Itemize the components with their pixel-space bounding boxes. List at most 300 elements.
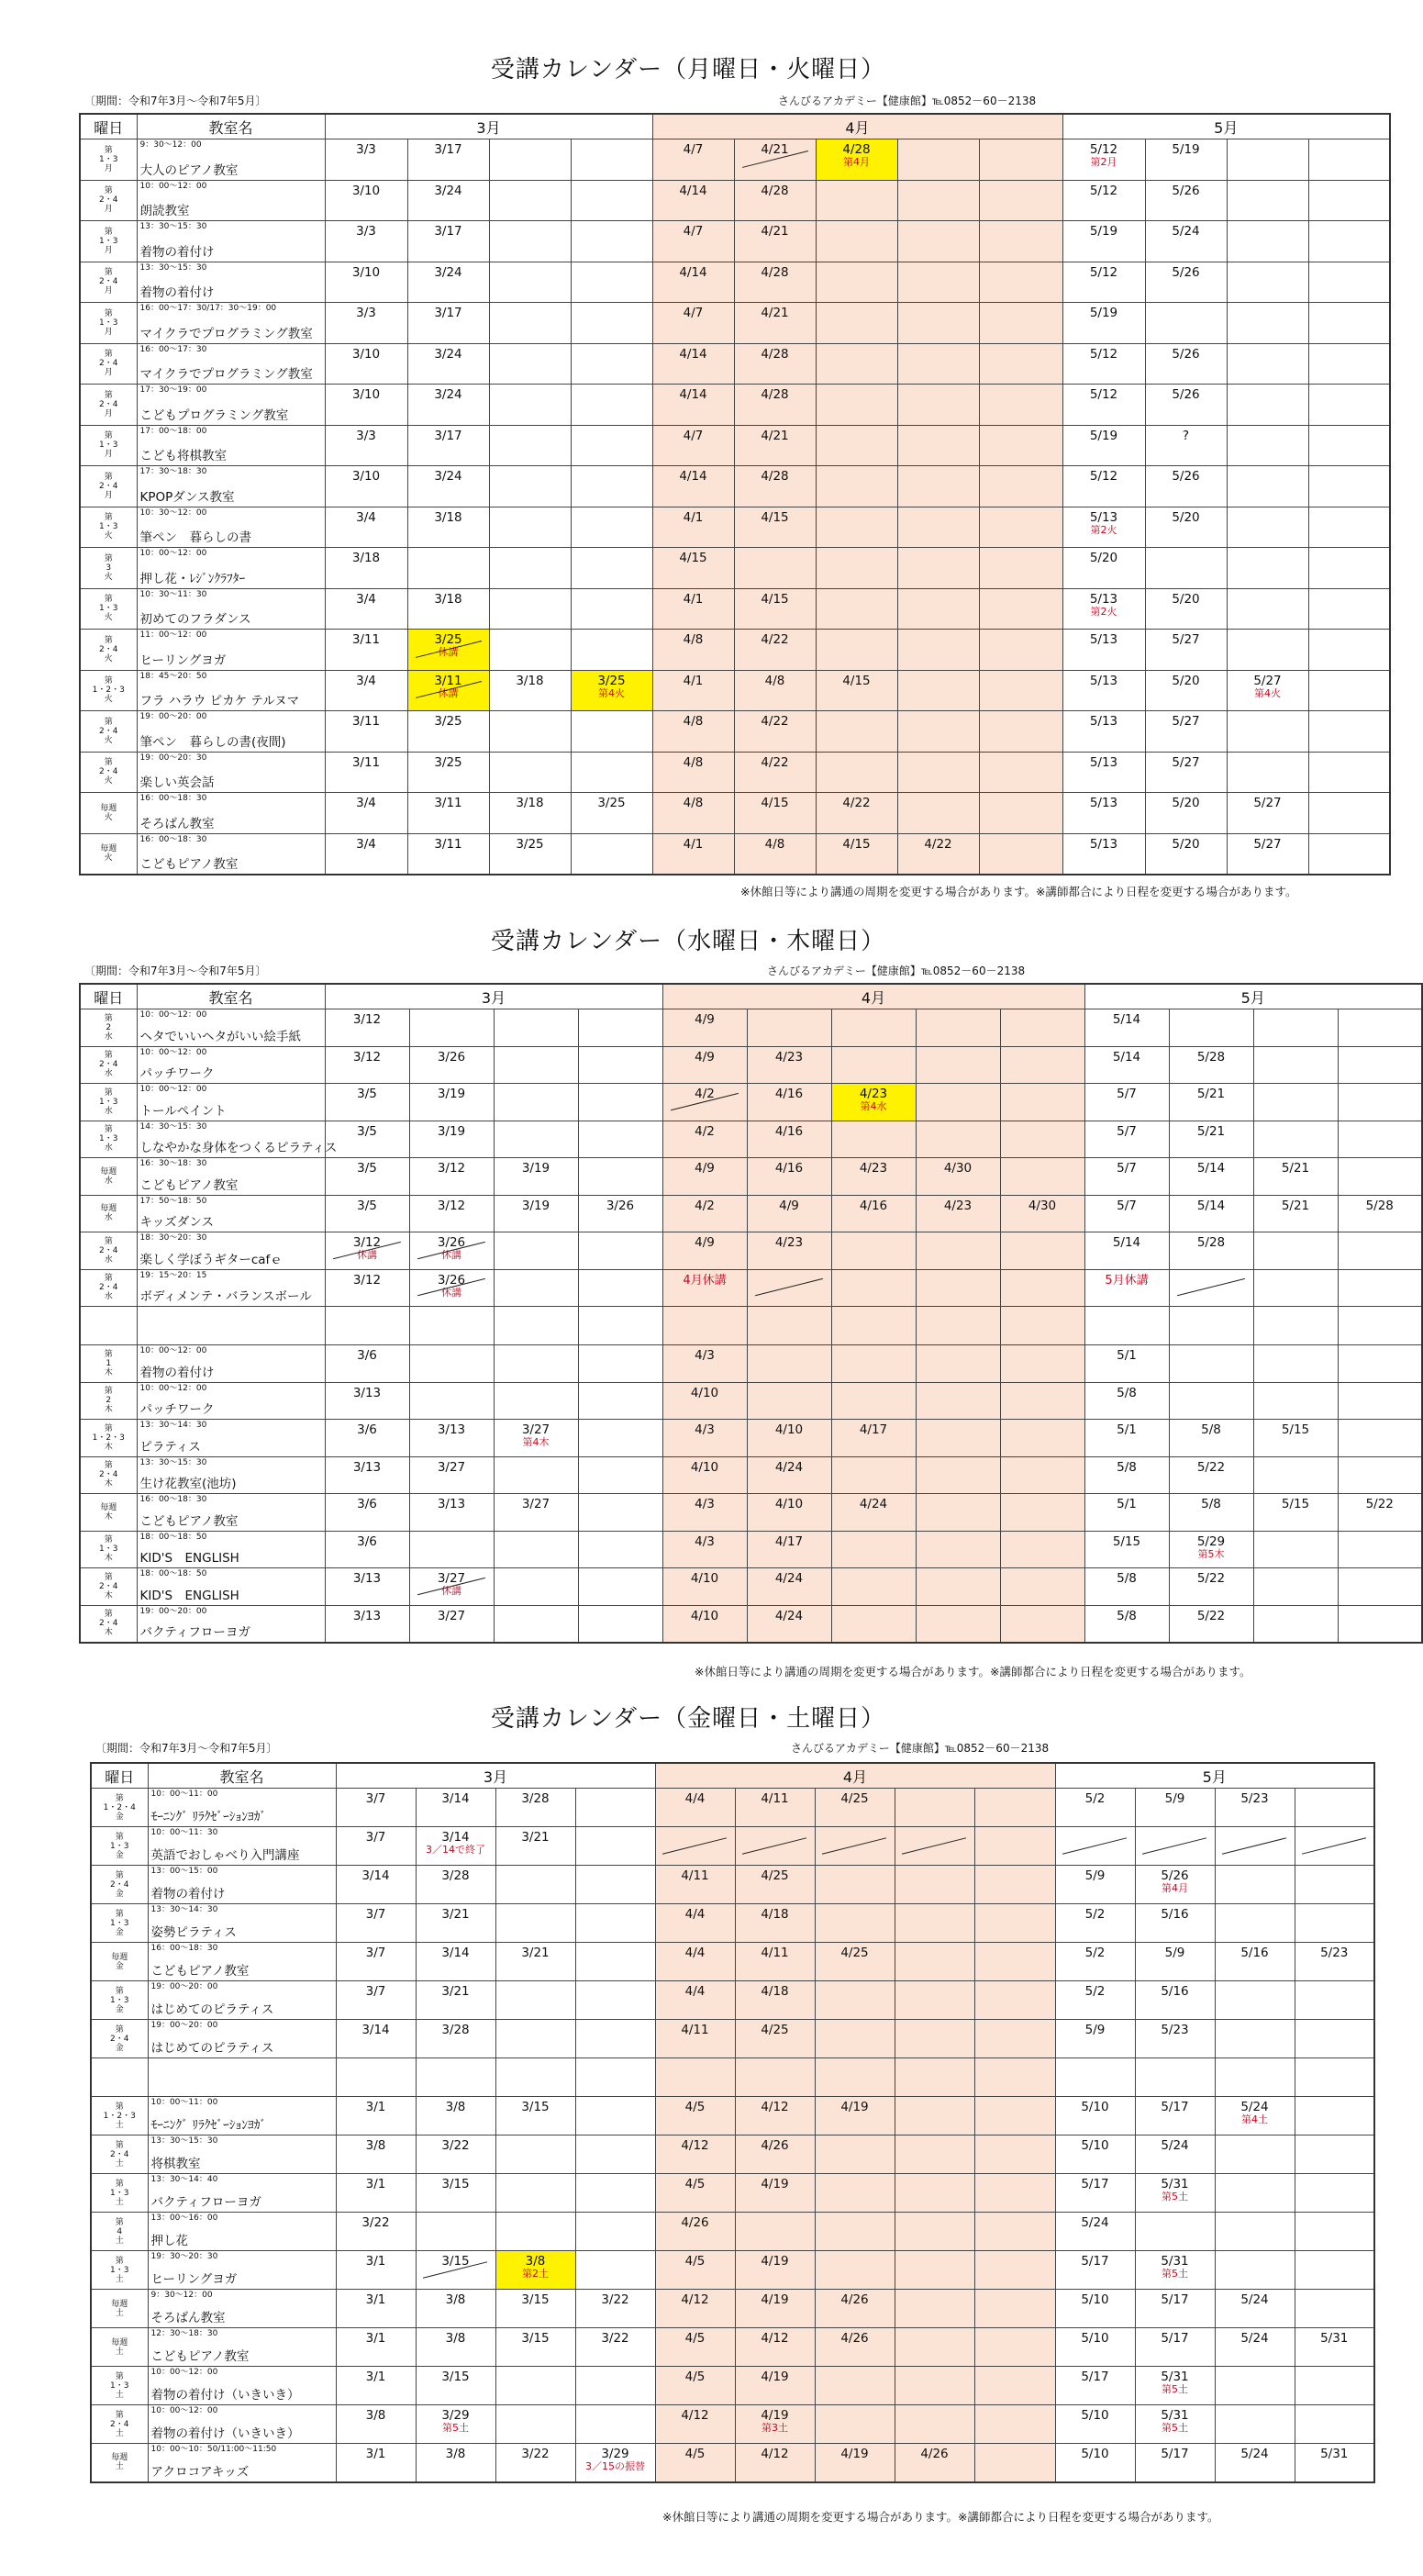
date-cell (325, 1531, 409, 1568)
date-cell (655, 2251, 735, 2290)
date-cell (735, 1866, 815, 1904)
date-cell (734, 793, 816, 834)
empty-cell (494, 1046, 578, 1084)
date-cell (325, 1009, 409, 1047)
date-cell (1169, 1456, 1253, 1494)
date-cell (1169, 1121, 1253, 1158)
session-date: 5/7 (1117, 1198, 1137, 1213)
date-cell (1145, 425, 1227, 466)
weekday-cell: 毎週 金 (91, 1943, 148, 1981)
session-date: 5/13 (1089, 754, 1118, 770)
date-cell (1135, 2020, 1215, 2058)
session-date: 4/12 (761, 2447, 789, 2461)
date-cell (655, 1904, 735, 1943)
date-cell (575, 2290, 655, 2328)
session-date: 5/12 (1089, 264, 1118, 280)
class-name: 生け花教室(池坊) (139, 1477, 237, 1491)
empty-cell (979, 139, 1062, 181)
session-date: 5/27 (1253, 673, 1282, 688)
session-date: 4/10 (690, 1459, 719, 1475)
date-cell (494, 1494, 578, 1532)
empty-cell (895, 1981, 974, 2020)
date-cell (831, 1158, 916, 1196)
empty-cell (1227, 221, 1308, 262)
class-time: 13：30～14：30 (139, 1421, 207, 1430)
class-row (80, 833, 1390, 875)
class-time: 19：00～20：30 (139, 753, 207, 763)
empty-cell (747, 1009, 831, 1047)
date-cell (325, 1232, 409, 1270)
empty-cell (1295, 2290, 1374, 2328)
session-date: 5/15 (1112, 1533, 1141, 1549)
session-date: 5/13 (1089, 591, 1118, 607)
date-cell (416, 1827, 495, 1866)
empty-cell (1227, 139, 1308, 181)
cancel-note: 4月休講 (683, 1273, 727, 1288)
session-date: 4/16 (859, 1198, 888, 1213)
date-cell (575, 2328, 655, 2367)
date-cell (495, 1789, 575, 1827)
session-date: 3/19 (437, 1087, 466, 1101)
session-date: 4/5 (684, 2331, 706, 2346)
empty-cell (816, 343, 897, 385)
empty-cell (1135, 1827, 1215, 1866)
session-date: 5/31 (1161, 2254, 1189, 2269)
date-cell (815, 2444, 895, 2482)
date-cell (1055, 1904, 1135, 1943)
empty-cell (897, 262, 979, 303)
session-date: 5/26 (1172, 183, 1200, 198)
empty-cell (494, 1307, 578, 1345)
empty-cell (578, 1269, 662, 1307)
empty-cell (571, 385, 652, 426)
session-date: 3/12 (437, 1161, 466, 1176)
date-cell (655, 2290, 735, 2328)
class-time: 10：00～11：00 (150, 1790, 218, 1799)
session-date: 3/1 (365, 2447, 386, 2461)
date-cell (409, 1605, 494, 1643)
session-date: 5/20 (1172, 509, 1200, 525)
empty-cell (916, 1456, 1000, 1494)
session-date: 4/16 (774, 1087, 804, 1101)
session-date: 4/24 (774, 1608, 804, 1623)
session-date: 5/29 (1196, 1533, 1226, 1549)
schedule-note: 第2土 (522, 2268, 549, 2280)
class-row (80, 1605, 1422, 1643)
session-date: 5/31 (1320, 2331, 1349, 2346)
session-date: 5/13 (1089, 673, 1118, 688)
date-cell (407, 507, 489, 548)
date-cell (735, 2328, 815, 2367)
empty-cell (1055, 2058, 1135, 2097)
date-cell (1145, 793, 1227, 834)
session-date: 3/19 (437, 1123, 466, 1139)
session-date: 4/12 (681, 2292, 709, 2307)
date-cell (652, 670, 734, 711)
class-row (80, 425, 1390, 466)
session-date: 4/2 (695, 1087, 715, 1101)
session-date: 5/16 (1240, 1946, 1269, 1960)
date-cell (747, 1531, 831, 1568)
class-time: 13：30～15：30 (139, 262, 207, 273)
date-cell (735, 2136, 815, 2174)
session-date: 5/13 (1089, 796, 1118, 810)
empty-cell (1000, 1046, 1084, 1084)
empty-cell (336, 2058, 416, 2097)
date-cell (1169, 1084, 1253, 1121)
date-cell (652, 548, 734, 589)
class-time: 16：00～18：30 (139, 794, 207, 803)
session-date: 5/14 (1112, 1012, 1141, 1027)
class-name-cell (148, 2213, 336, 2251)
date-cell (734, 711, 816, 753)
session-date: 5/20 (1172, 591, 1200, 607)
session-date: 4/10 (690, 1608, 719, 1623)
session-date: 4/26 (761, 2138, 789, 2153)
session-date: 3/21 (521, 1830, 550, 1845)
empty-cell (979, 588, 1062, 630)
empty-cell (494, 1121, 578, 1158)
date-cell (416, 1981, 495, 2020)
session-date: 5/20 (1172, 836, 1200, 852)
session-date: 5/24 (1161, 2138, 1189, 2153)
session-date: 5/10 (1081, 2447, 1109, 2461)
date-cell (1084, 1605, 1169, 1643)
empty-cell (735, 1827, 815, 1866)
class-name: 押し花・ﾚｼﾞﾝｸﾗﾌﾀｰ (139, 571, 246, 586)
class-time: 19：00～20：00 (150, 2021, 218, 2030)
date-cell (1169, 1568, 1253, 1606)
weekday-cell: 第 1・3 月 (80, 221, 137, 262)
empty-cell (1253, 1121, 1338, 1158)
session-date: 3/5 (357, 1123, 377, 1139)
empty-cell (325, 1307, 409, 1345)
date-cell (325, 1158, 409, 1196)
session-date: 5/13 (1089, 836, 1118, 852)
schedule-note: 休講 (441, 1249, 461, 1261)
date-cell (734, 752, 816, 793)
date-cell (1062, 466, 1145, 507)
class-row (91, 1827, 1374, 1866)
empty-cell (1000, 1158, 1084, 1196)
empty-cell (815, 2213, 895, 2251)
empty-cell (489, 180, 571, 221)
class-name-cell (137, 588, 325, 630)
empty-cell (974, 2097, 1055, 2136)
empty-cell (489, 343, 571, 385)
class-row (80, 1195, 1422, 1232)
date-cell (1084, 1420, 1169, 1457)
date-cell (1145, 385, 1227, 426)
session-date: 4/9 (779, 1198, 799, 1213)
class-name: 着物の着付け (139, 244, 215, 260)
session-date: 3/11 (351, 632, 381, 647)
session-date: 3/22 (601, 2331, 629, 2346)
empty-cell (916, 1084, 1000, 1121)
date-cell (416, 2020, 495, 2058)
footnote: ※休館日等により講通の周期を変更する場合があります。※講師都合により日程を変更する場合があります。 (662, 2510, 1219, 2524)
session-date: 5/26 (1161, 1868, 1189, 1883)
class-row (80, 630, 1390, 671)
date-cell (662, 1121, 747, 1158)
session-date: 3/25 (597, 673, 626, 688)
session-date: 3/7 (365, 1791, 386, 1806)
empty-cell (895, 1866, 974, 1904)
session-date: 4/4 (684, 1984, 706, 1999)
date-cell (1145, 262, 1227, 303)
class-name-cell (137, 262, 325, 303)
date-cell (1055, 2251, 1135, 2290)
date-cell (747, 1232, 831, 1270)
empty-cell (137, 1307, 325, 1345)
date-cell (1145, 466, 1227, 507)
class-time: 18：30～20：30 (139, 1233, 207, 1243)
date-cell (575, 2444, 655, 2482)
date-cell (1145, 711, 1227, 753)
date-cell (662, 1009, 747, 1047)
header-row (80, 114, 1390, 139)
session-date: 5/14 (1112, 1049, 1141, 1065)
weekday-cell: 第 4 土 (91, 2213, 148, 2251)
date-cell (1062, 752, 1145, 793)
empty-cell (1295, 2097, 1374, 2136)
empty-cell (1215, 1904, 1295, 1943)
session-date: 3/14 (441, 1791, 470, 1806)
session-date: 3/10 (351, 183, 381, 198)
empty-cell (1308, 139, 1390, 181)
empty-cell (578, 1420, 662, 1457)
empty-cell (974, 1789, 1055, 1827)
class-time: 10：00～12：00 (139, 549, 207, 558)
date-cell (1084, 1121, 1169, 1158)
session-date: 3/29 (441, 2408, 470, 2423)
date-cell (662, 1568, 747, 1606)
class-name: 朗読教室 (139, 204, 190, 218)
class-name-cell (137, 1382, 325, 1420)
date-cell (655, 1866, 735, 1904)
date-cell (1295, 1943, 1374, 1981)
schedule-note: 第5土 (1162, 2268, 1188, 2280)
date-cell (816, 833, 897, 875)
weekday-cell: 毎週 土 (91, 2290, 148, 2328)
period-label: 〔期間：令和7年3月～令和7年5月〕 (84, 95, 267, 107)
class-row (91, 2251, 1374, 2290)
contact-label: さんびるアカデミー【健康館】℡0852－60－2138 (767, 965, 1026, 977)
session-date: 3/26 (437, 1049, 466, 1065)
session-date: 4/22 (842, 796, 871, 810)
empty-cell (815, 2367, 895, 2405)
empty-cell (571, 180, 652, 221)
empty-cell (1000, 1269, 1084, 1307)
date-cell (407, 588, 489, 630)
date-cell (407, 793, 489, 834)
empty-cell (495, 2058, 575, 2097)
date-cell (325, 466, 407, 507)
session-date: 3/18 (434, 509, 462, 525)
empty-cell (1308, 303, 1390, 344)
date-cell (336, 2405, 416, 2444)
session-date: 3/17 (434, 428, 462, 443)
class-name: 着物の着付け（いきいき） (150, 2388, 300, 2403)
session-date: 5/12 (1089, 346, 1118, 362)
empty-cell (897, 466, 979, 507)
class-name-cell (137, 1195, 325, 1232)
empty-cell (1227, 343, 1308, 385)
class-time: 13：00～15：00 (150, 1867, 218, 1876)
empty-cell (575, 2058, 655, 2097)
class-name: 押し花 (150, 2234, 188, 2248)
class-name-cell (148, 2136, 336, 2174)
session-date: 3/12 (352, 1235, 382, 1250)
session-date: 5/17 (1161, 2331, 1189, 2346)
empty-cell (1000, 1121, 1084, 1158)
empty-cell (1338, 1531, 1422, 1568)
empty-cell (1308, 466, 1390, 507)
empty-cell (979, 303, 1062, 344)
date-cell (652, 711, 734, 753)
session-date: 3/27 (437, 1571, 466, 1586)
date-cell (1169, 1531, 1253, 1568)
date-cell (815, 2290, 895, 2328)
date-cell (407, 262, 489, 303)
weekday-cell: 第 1・3 金 (91, 1904, 148, 1943)
date-cell (916, 1195, 1000, 1232)
weekday-cell: 第 1・3 水 (80, 1121, 137, 1158)
empty-cell (816, 588, 897, 630)
session-date: 5/8 (1117, 1608, 1137, 1623)
class-name: こどもピアノ教室 (150, 2349, 250, 2364)
empty-cell (816, 466, 897, 507)
date-cell (895, 2444, 974, 2482)
class-name-cell (148, 2405, 336, 2444)
date-cell (409, 1420, 494, 1457)
weekday-cell: 第 1・3 土 (91, 2251, 148, 2290)
class-name: しなやかな身体をつくるピラティス (139, 1141, 338, 1155)
schedule-note: 第5土 (1162, 2383, 1188, 2395)
session-date: 5/26 (1172, 264, 1200, 280)
session-date: 3/7 (365, 1907, 386, 1922)
date-cell (1062, 630, 1145, 671)
spacer-row (80, 1307, 1422, 1345)
date-cell (1295, 2328, 1374, 2367)
weekday-cell: 毎週 水 (80, 1158, 137, 1196)
session-date: 4/22 (761, 754, 789, 770)
day-header: 曜日 (80, 114, 137, 139)
empty-cell (1295, 2058, 1374, 2097)
empty-cell (974, 2136, 1055, 2174)
date-cell (1062, 833, 1145, 875)
date-cell (416, 2136, 495, 2174)
date-cell (407, 221, 489, 262)
may-header: 5月 (1084, 984, 1422, 1009)
empty-cell (815, 2136, 895, 2174)
empty-cell (575, 1789, 655, 1827)
empty-cell (1227, 262, 1308, 303)
class-name-cell (137, 752, 325, 793)
date-cell (416, 1789, 495, 1827)
empty-cell (979, 221, 1062, 262)
weekday-cell: 毎週 火 (80, 793, 137, 834)
class-row (80, 343, 1390, 385)
session-date: 5/1 (1117, 1422, 1137, 1437)
session-date: 5/22 (1196, 1459, 1226, 1475)
date-cell (735, 2251, 815, 2290)
empty-cell (1295, 1866, 1374, 1904)
footnote: ※休館日等により講通の周期を変更する場合があります。※講師都合により日程を変更する場合があります。 (740, 885, 1297, 898)
class-time: 18：00～18：50 (139, 1532, 207, 1542)
empty-cell (1253, 1269, 1338, 1307)
empty-cell (494, 1568, 578, 1606)
session-date: 3/28 (441, 1868, 470, 1883)
class-name-cell (137, 1605, 325, 1643)
empty-cell (495, 2213, 575, 2251)
date-cell (489, 670, 571, 711)
empty-cell (578, 1084, 662, 1121)
empty-cell (1227, 180, 1308, 221)
session-date: 4/28 (761, 469, 789, 484)
date-cell (735, 2405, 815, 2444)
date-cell (1055, 2020, 1135, 2058)
class-name-cell (137, 221, 325, 262)
class-time: 10：00～12：00 (139, 181, 207, 191)
session-date: 4/18 (761, 1984, 789, 1999)
session-date: 3/27 (437, 1459, 466, 1475)
empty-cell (571, 466, 652, 507)
empty-cell (1000, 1456, 1084, 1494)
date-cell (336, 1827, 416, 1866)
class-row (80, 588, 1390, 630)
session-date: 3/26 (606, 1198, 635, 1213)
empty-cell (489, 385, 571, 426)
session-date: 5/17 (1161, 2447, 1189, 2461)
date-cell (1169, 1046, 1253, 1084)
session-date: 3/11 (351, 754, 381, 770)
session-date: 5/20 (1089, 551, 1118, 565)
class-name-cell (137, 1232, 325, 1270)
session-date: 5/7 (1117, 1087, 1137, 1101)
class-time: 12：30～18：30 (150, 2329, 218, 2338)
empty-cell (1253, 1046, 1338, 1084)
class-row (80, 221, 1390, 262)
date-cell (1084, 1269, 1169, 1307)
class-name: ﾓｰﾆﾝｸﾞ ﾘﾗｸｾﾞｰｼｮﾝﾖｶﾞ (150, 1810, 267, 1824)
class-row (80, 793, 1390, 834)
class-time: 19：15～20：15 (139, 1270, 207, 1280)
empty-cell (1338, 1345, 1422, 1383)
schedule-note: 第5土 (442, 2422, 469, 2434)
calendar-table (79, 113, 1391, 875)
empty-cell (578, 1307, 662, 1345)
date-cell (735, 2367, 815, 2405)
class-time: 13：30～15：30 (139, 1457, 207, 1467)
empty-cell (494, 1269, 578, 1307)
session-date: 3/27 (521, 1497, 550, 1511)
empty-cell (897, 711, 979, 753)
empty-cell (831, 1269, 916, 1307)
date-cell (1084, 1456, 1169, 1494)
empty-cell (816, 425, 897, 466)
class-name: 着物の着付け (150, 1887, 226, 1901)
session-date: 3/11 (434, 796, 462, 810)
date-cell (1062, 180, 1145, 221)
class-row (80, 1009, 1422, 1047)
empty-cell (1295, 1904, 1374, 1943)
date-cell (489, 793, 571, 834)
empty-cell (578, 1568, 662, 1606)
session-date: 3/3 (356, 306, 376, 320)
weekday-cell: 毎週 火 (80, 833, 137, 875)
empty-cell (895, 2174, 974, 2213)
